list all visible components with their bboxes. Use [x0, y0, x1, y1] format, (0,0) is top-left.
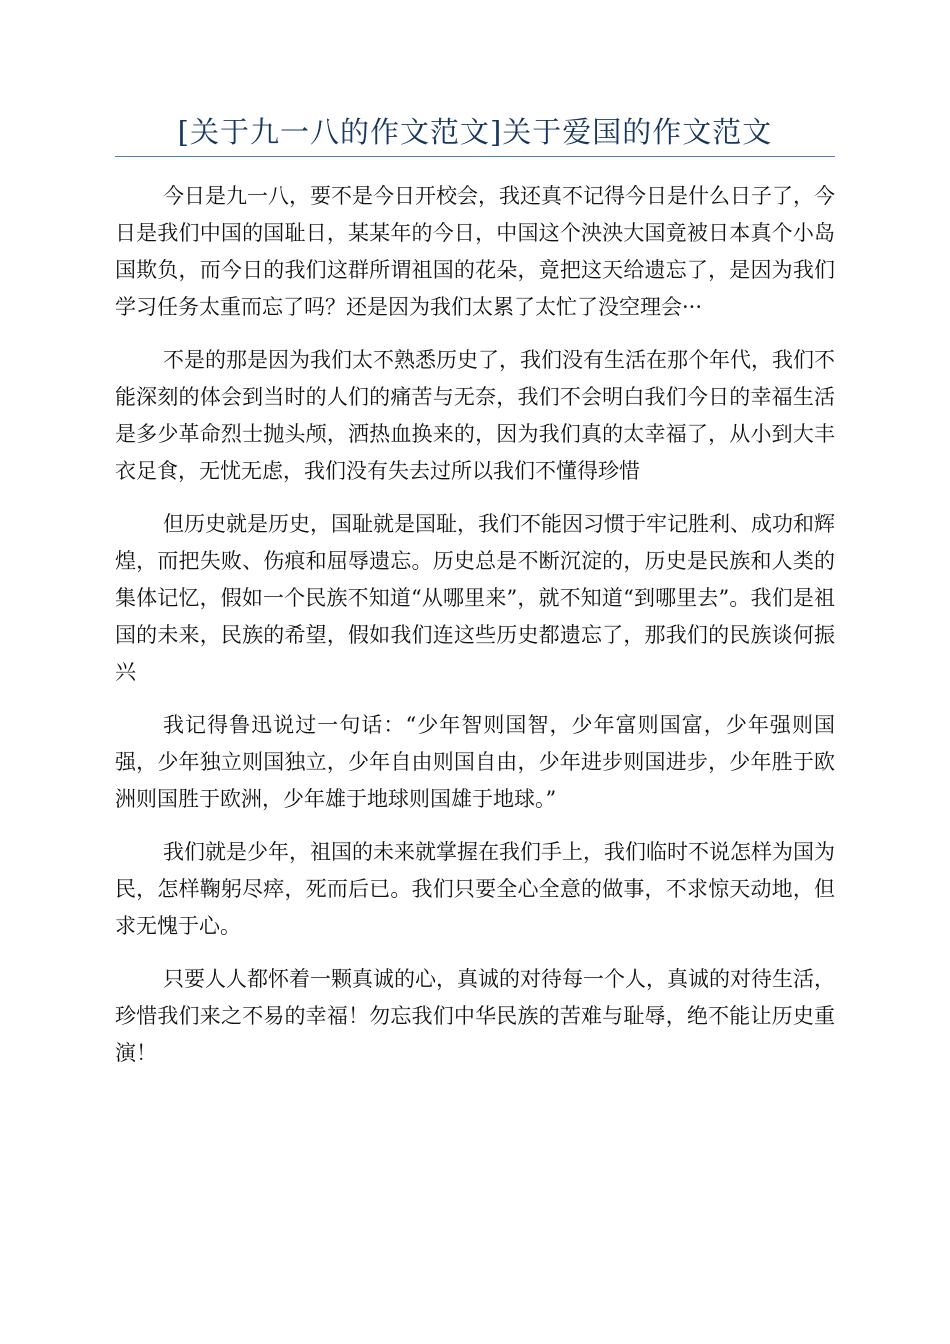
paragraph-1: 今日是九一八，要不是今日开校会，我还真不记得今日是什么日子了，今日是我们中国的国耻日，某某年的今日，中国这个泱泱大国竟被日本真个小岛国欺负，而今日的我们这群所谓祖国的花朵，竟把这天给遗忘了，是因为我们学习任务太重而忘了吗？还是因为我们太累了太忙了没空理会···	[115, 184, 835, 319]
title-block	[115, 112, 835, 157]
document-body	[115, 178, 835, 1088]
paragraph-5: 我们就是少年，祖国的未来就掌握在我们手上，我们临时不说怎样为国为民，怎样鞠躬尽瘁，死而后已。我们只要全心全意的做事，不求惊天动地，但求无愧于心。	[115, 840, 835, 938]
paragraph-2: 不是的那是因为我们太不熟悉历史了，我们没有生活在那个年代，我们不能深刻的体会到当时的人们的痛苦与无奈，我们不会明白我们今日的幸福生活是多少革命烈士抛头颅，洒热血换来的，因为我们真的太幸福了，从小到大丰衣足食，无忧无虑，我们没有失去过所以我们不懂得珍惜	[115, 348, 835, 483]
document-title: [关于九一八的作文范文]关于爱国的作文范文	[177, 115, 773, 149]
paragraph-3: 但历史就是历史，国耻就是国耻，我们不能因习惯于牢记胜利、成功和辉煌，而把失败、伤痕和屈辱遗忘。历史总是不断沉淀的，历史是民族和人类的集体记忆，假如一个民族不知道“从哪里来”，就不知道“到哪里去”。我们是祖国的未来，民族的希望，假如我们连这些历史都遗忘了，那我们的民族谈何振兴	[115, 512, 835, 684]
paragraph-6: 只要人人都怀着一颗真诚的心，真诚的对待每一个人，真诚的对待生活，珍惜我们来之不易的幸福！勿忘我们中华民族的苦难与耻辱，绝不能让历史重演！	[115, 967, 835, 1065]
paragraph-4: 我记得鲁迅说过一句话：“少年智则国智，少年富则国富，少年强则国强，少年独立则国独立，少年自由则国自由，少年进步则国进步，少年胜于欧洲则国胜于欧洲，少年雄于地球则国雄于地球。”	[115, 713, 835, 811]
